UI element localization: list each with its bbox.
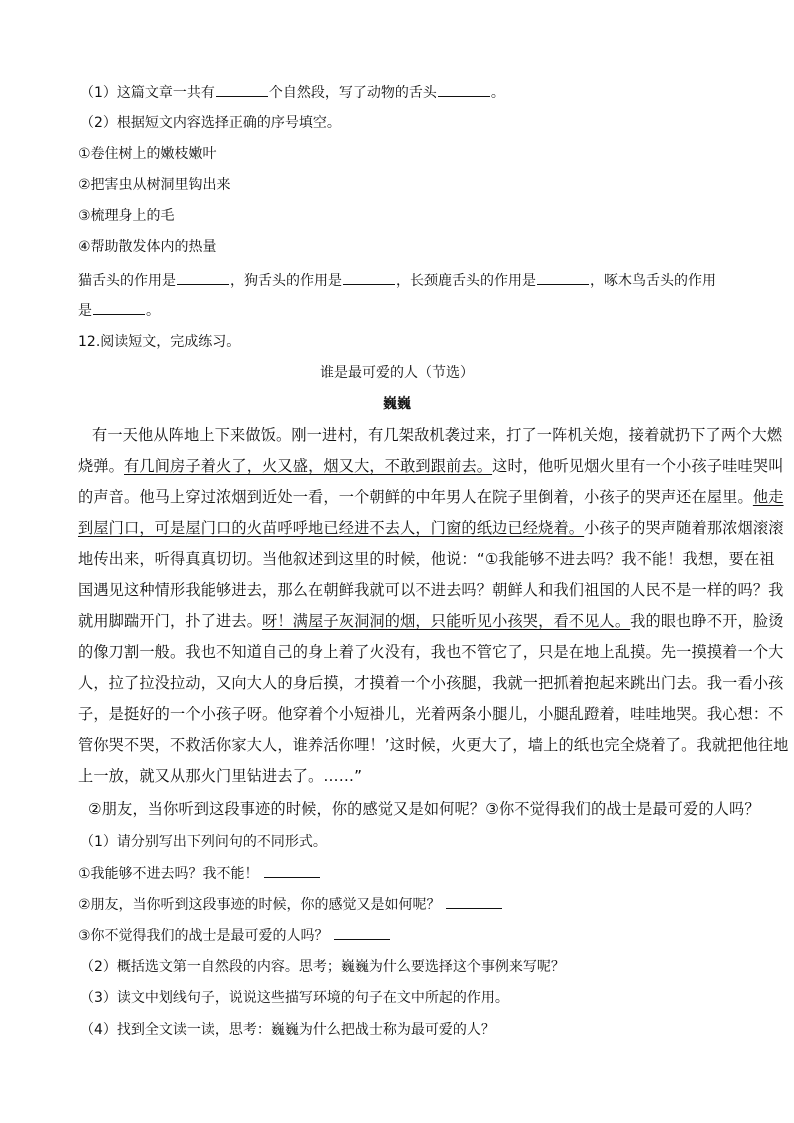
q11-subquestion-2: （2）根据短文内容选择正确的序号填空。 <box>80 115 341 131</box>
option-4: ④帮助散发体内的热量 <box>78 239 217 255</box>
q12-rewrite-1: ①我能够不进去吗？我不能！ <box>78 863 321 884</box>
blank-cat-tongue[interactable] <box>177 270 229 285</box>
passage-line: 有一天他从阵地上下来做饭。刚一进村，有几架敌机袭过来，打了一阵机关炮，接着就扔下了两个大燃 <box>92 426 783 444</box>
underlined-sentence: 呀！满屋子灰洞洞的烟，只能听见小孩哭，看不见人。 <box>262 612 631 630</box>
q12-subquestion-4: （4）找到全文读一读，思考：巍巍为什么把战士称为最可爱的人？ <box>80 1022 495 1038</box>
blank-woodpecker-tongue[interactable] <box>93 300 145 315</box>
q12-subquestion-1: （1）请分别写出下列问句的不同形式。 <box>80 834 327 850</box>
answer-blank-2[interactable] <box>446 894 502 909</box>
blank-paragraph-count[interactable] <box>216 82 268 97</box>
q12-intro: 12.阅读短文，完成练习。 <box>78 334 241 350</box>
q11-subquestion-1: （1）这篇文章一共有 个自然段，写了动物的舌头 。 <box>80 82 505 103</box>
passage-line: 的像刀割一般。我也不知道自己的身上着了火没有，我也不管它了，只是在地上乱摸。先一摸摸着一个大 <box>78 643 784 661</box>
option-3: ③梳理身上的毛 <box>78 208 175 224</box>
blank-animal-tongues[interactable] <box>438 82 490 97</box>
passage-title: 谁是最可爱的人（节选） <box>320 365 474 381</box>
passage-paragraph-2: ②朋友，当你听到这段事迹的时候，你的感觉又是如何呢？③你不觉得我们的战士是最可爱的人吗？ <box>88 800 760 818</box>
blank-giraffe-tongue[interactable] <box>537 270 589 285</box>
passage-line: 的声音。他马上穿过浓烟到近处一看，一个朝鲜的中年男人在院子里倒着，小孩子的哭声还在屋里。他走 <box>78 488 784 506</box>
answer-blank-1[interactable] <box>264 863 320 878</box>
blank-dog-tongue[interactable] <box>343 270 395 285</box>
passage-line: 子，是挺好的一个小孩子呀。他穿着个小短褂儿，光着两条小腿儿，小腿乱蹬着，哇哇地哭。我心想：不 <box>78 705 784 723</box>
passage-line: 人，拉了拉没拉动，又向大人的身后摸，才摸着一个小孩腿，我就一把抓着抱起来跳出门去。我一看小孩 <box>78 674 784 692</box>
q12-subquestion-2: （2）概括选文第一自然段的内容。思考；巍巍为什么要选择这个事例来写呢？ <box>80 959 565 975</box>
underlined-sentence: 他走 <box>752 488 784 506</box>
passage-line: 烧弹。有几间房子着火了，火又盛，烟又大，不敢到跟前去。这时，他听见烟火里有一个小孩子哇哇哭叫 <box>78 457 784 475</box>
passage-author: 巍巍 <box>383 396 411 412</box>
passage-line: 到屋门口，可是屋门口的火苗呼呼地已经进不去人，门窗的纸边已经烧着。小孩子的哭声随着那浓烟滚滚 <box>78 519 784 537</box>
q12-subquestion-3: （3）读文中划线句子，说说这些描写环境的句子在文中所起的作用。 <box>80 990 509 1006</box>
q12-rewrite-2: ②朋友，当你听到这段事迹的时候，你的感觉又是如何呢？ <box>78 894 503 915</box>
underlined-sentence: 到屋门口，可是屋门口的火苗呼呼地已经进不去人，门窗的纸边已经烧着。 <box>78 519 585 537</box>
answer-blank-3[interactable] <box>334 925 390 940</box>
option-2: ②把害虫从树洞里钩出来 <box>78 177 231 193</box>
passage-line: 国遇见这种情形我能够进去，那么在朝鲜我就可以不进去吗？朝鲜人和我们祖国的人民不是一样的吗？我 <box>78 581 784 599</box>
q11-fill-line: 猫舌头的作用是 ，狗舌头的作用是 ，长颈鹿舌头的作用是 ，啄木鸟舌头的作用 <box>78 270 716 291</box>
option-1: ①卷住树上的嫩枝嫩叶 <box>78 146 217 162</box>
passage-line: 上一放，就又从那火门里钻进去了。……” <box>78 767 363 785</box>
q11-fill-line-2: 是 。 <box>78 300 160 321</box>
passage-line: 地传出来，听得真真切切。当他叙述到这里的时候，他说：“①我能够不进去吗？我不能！我想，要在祖 <box>78 550 775 568</box>
underlined-sentence: 有几间房子着火了，火又盛，烟又大，不敢到跟前去。 <box>124 457 493 475</box>
passage-line: 就用脚踹开门，扑了进去。呀！满屋子灰洞洞的烟，只能听见小孩哭，看不见人。我的眼也睁不开，脸烫 <box>78 612 784 630</box>
passage-line: 管你哭不哭，不救活你家大人，谁养活你哩！’这时候，火更大了，墙上的纸也完全烧着了。我就把他往地 <box>78 736 789 754</box>
q12-rewrite-3: ③你不觉得我们的战士是最可爱的人吗？ <box>78 925 391 946</box>
